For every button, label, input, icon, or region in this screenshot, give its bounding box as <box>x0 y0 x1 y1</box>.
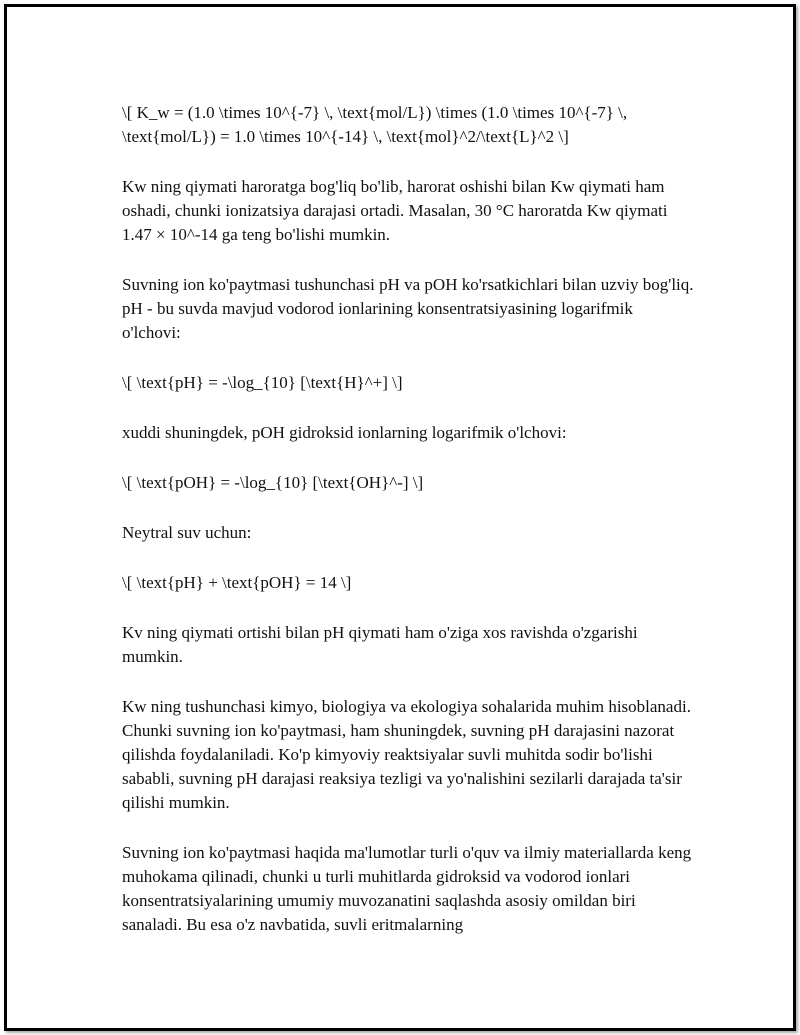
paragraph-kw-importance: Kw ning tushunchasi kimyo, biologiya va ekologiya sohalarida muhim hisoblanadi. Chunki suvning ion ko'paytmasi, ham shuningdek, suvning pH darajasini nazorat qilishda foydalaniladi. Ko'p kimyoviy reaktsiyalar suvli muhitda sodir bo'lishi sababli, suvning pH darajasi reaksiya tezligi va yo'nalishini sezilarli darajada ta'sir qilishi mumkin. <box>122 697 691 812</box>
document-body <box>122 101 694 937</box>
formula-poh: \[ \text{pOH} = -\log_{10} [\text{OH}^-] \] <box>122 473 424 492</box>
paragraph-ion-product-literature: Suvning ion ko'paytmasi haqida ma'lumotlar turli o'quv va ilmiy materiallarda keng muhokama qilinadi, chunki u turli muhitlarda gidroksid va vodorod ionlari konsentratsiyalarining umumiy muvozanatini saqlashda asosiy omildan biri sanaladi. Bu esa o'z navbatida, suvli eritmalarning <box>122 843 692 934</box>
formula-ph-poh-sum: \[ \text{pH} + \text{pOH} = 14 \] <box>122 573 352 592</box>
paragraph-kw-temperature: Kw ning qiymati haroratga bog'liq bo'lib, harorat oshishi bilan Kw qiymati ham oshadi, chunki ionizatsiya darajasi ortadi. Masalan, 30 °C haroratda Kw qiymati 1.47 × 10^-14 ga teng bo'lishi mumkin. <box>122 177 668 244</box>
paragraph-ph-definition: Suvning ion ko'paytmasi tushunchasi pH va pOH ko'rsatkichlari bilan uzviy bog'liq. pH - bu suvda mavjud vodorod ionlarining konsentratsiyasining logarifmik o'lchovi: <box>122 275 694 342</box>
document-page <box>4 4 796 1031</box>
formula-ph: \[ \text{pH} = -\log_{10} [\text{H}^+] \] <box>122 373 403 392</box>
paragraph-poh-definition: xuddi shuningdek, pOH gidroksid ionlarning logarifmik o'lchovi: <box>122 423 567 442</box>
formula-kw: \[ K_w = (1.0 \times 10^{-7} \, \text{mol/L}) \times (1.0 \times 10^{-7} \, \text{mol/L}) = 1.0 \times 10^{-14} \, \text{mol}^2/\text{L}^2 \] <box>122 103 628 146</box>
paragraph-neutral-water: Neytral suv uchun: <box>122 523 252 542</box>
paragraph-kv-ph-change: Kv ning qiymati ortishi bilan pH qiymati ham o'ziga xos ravishda o'zgarishi mumkin. <box>122 623 638 666</box>
